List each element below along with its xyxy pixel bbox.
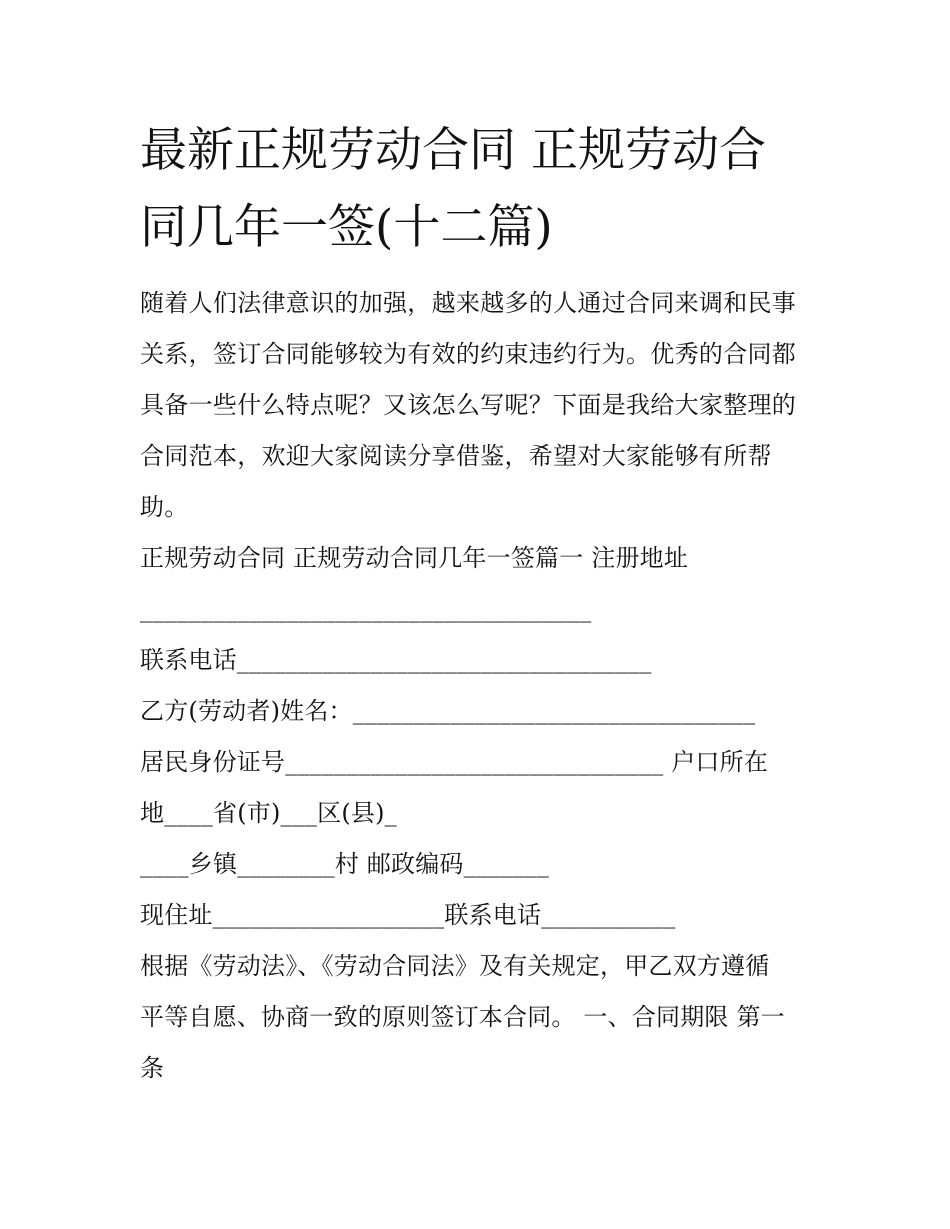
intro-paragraph: 随着人们法律意识的加强，越来越多的人通过合同来调和民事关系，签订合同能够较为有效的约束违约行为。优秀的合同都具备一些什么特点呢？又该怎么写呢？下面是我给大家整理的合同范本，欢迎大家阅读分享借鉴，希望对大家能够有所帮助。 [140, 289, 797, 521]
text-line-article: 条 [140, 1054, 165, 1082]
text-line-province-district: 地____省(市)___区(县)_ [140, 799, 397, 827]
text-line-current-address: 现住址___________________联系电话___________ [140, 901, 676, 929]
text-line-township-postcode: ____乡镇________村 邮政编码_______ [140, 850, 550, 878]
text-line-id-number: 居民身份证号_______________________________ 户口所在 [140, 748, 769, 776]
text-line-legal-basis: 根据《劳动法》、《劳动合同法》及有关规定，甲乙双方遵循 [140, 952, 770, 980]
text-line-principle: 平等自愿、协商一致的原则签订本合同。 一、合同期限 第一 [140, 1003, 785, 1031]
document-title: 最新正规劳动合同 正规劳动合 同几年一签(十二篇) [140, 123, 766, 255]
text-line-party-b-name: 乙方(劳动者)姓名：_________________________________ [140, 697, 756, 725]
text-line-address-blank: _____________________________________ [140, 595, 592, 623]
text-line-registered-address: 正规劳动合同 正规劳动合同几年一签篇一 注册地址 [140, 544, 689, 572]
text-line-phone: 联系电话__________________________________ [140, 646, 652, 674]
document-page [140, 112, 815, 1094]
